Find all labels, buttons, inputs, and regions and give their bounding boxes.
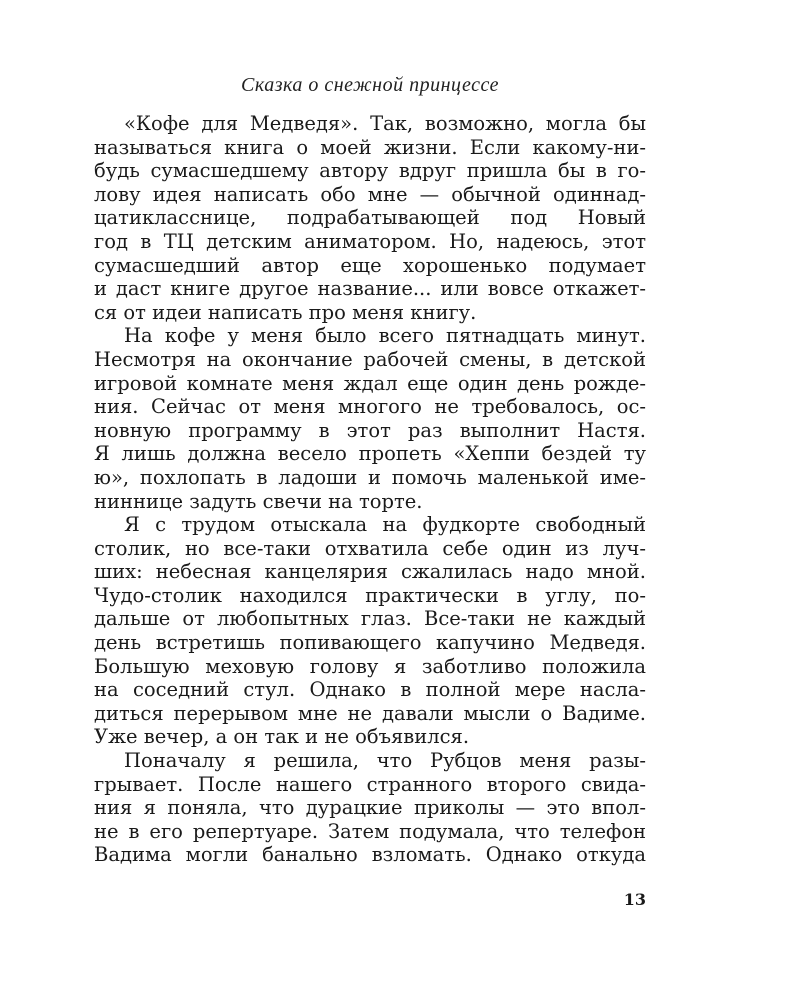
body-text [94,112,646,867]
text-line: не в его репертуаре. Затем подумала, что телефон [94,819,646,843]
text-line: На кофе у меня было всего пятнадцать минут. [124,324,646,348]
text-line: Несмотря на окончание рабочей смены, в детской [94,347,646,371]
text-line: цатикласснице, подрабатывающей под Новый [94,206,646,230]
text-line: Поначалу я решила, что Рубцов меня разы- [124,749,646,773]
text-line: лову идея написать обо мне — обычной одиннад- [94,182,646,206]
text-line: Я лишь должна весело пропеть «Хеппи бездей ту [94,442,646,466]
text-line: Я с трудом отыскала на фудкорте свободный [124,513,646,537]
text-line: ся от идеи написать про меня книгу. [94,300,477,324]
text-line: ния я поняла, что дурацкие приколы — это впол- [94,796,646,820]
page-number: 13 [623,890,646,909]
text-line: Вадима могли банально взломать. Однако откуда [94,843,646,867]
text-line: Уже вечер, а он так и не объявился. [94,725,470,749]
text-line: ниннице задуть свечи на торте. [94,489,423,513]
text-line: игровой комнате меня ждал еще один день рожде- [94,371,646,395]
text-line: сумасшедший автор еще хорошенько подумает [94,253,646,277]
text-line: называться книга о моей жизни. Если какому-ни- [94,135,646,159]
text-line: день встретишь попивающего капучино Медведя. [94,631,646,655]
text-line: дальше от любопытных глаз. Все-таки не каждый [94,607,646,631]
text-line: новную программу в этот раз выполнит Настя. [94,418,646,442]
text-line: ния. Сейчас от меня многого не требовалось, ос- [94,395,646,419]
text-line: «Кофе для Медведя». Так, возможно, могла бы [124,112,646,135]
text-line: столик, но все-таки отхватила себе один из луч- [94,536,646,560]
text-line: год в ТЦ детским аниматором. Но, надеюсь, этот [94,229,646,253]
text-line: на соседний стул. Однако в полной мере насла- [94,678,646,702]
text-line: будь сумасшедшему автору вдруг пришла бы в го- [94,159,646,183]
text-line: ших: небесная канцелярия сжалилась надо мной. [94,560,646,584]
text-line: Большую меховую голову я заботливо положила [94,654,646,678]
text-line: диться перерывом мне не давали мысли о Вадиме. [94,701,646,725]
text-line: Чудо-столик находился практически в углу, по- [94,583,646,607]
running-title: Сказка о снежной принцессе [241,74,499,96]
text-line: и даст книге другое название... или вовсе откажет- [94,277,646,301]
text-line: грывает. После нашего странного второго свида- [94,772,646,796]
text-line: ю», похлопать в ладоши и помочь маленькой име- [94,465,646,489]
